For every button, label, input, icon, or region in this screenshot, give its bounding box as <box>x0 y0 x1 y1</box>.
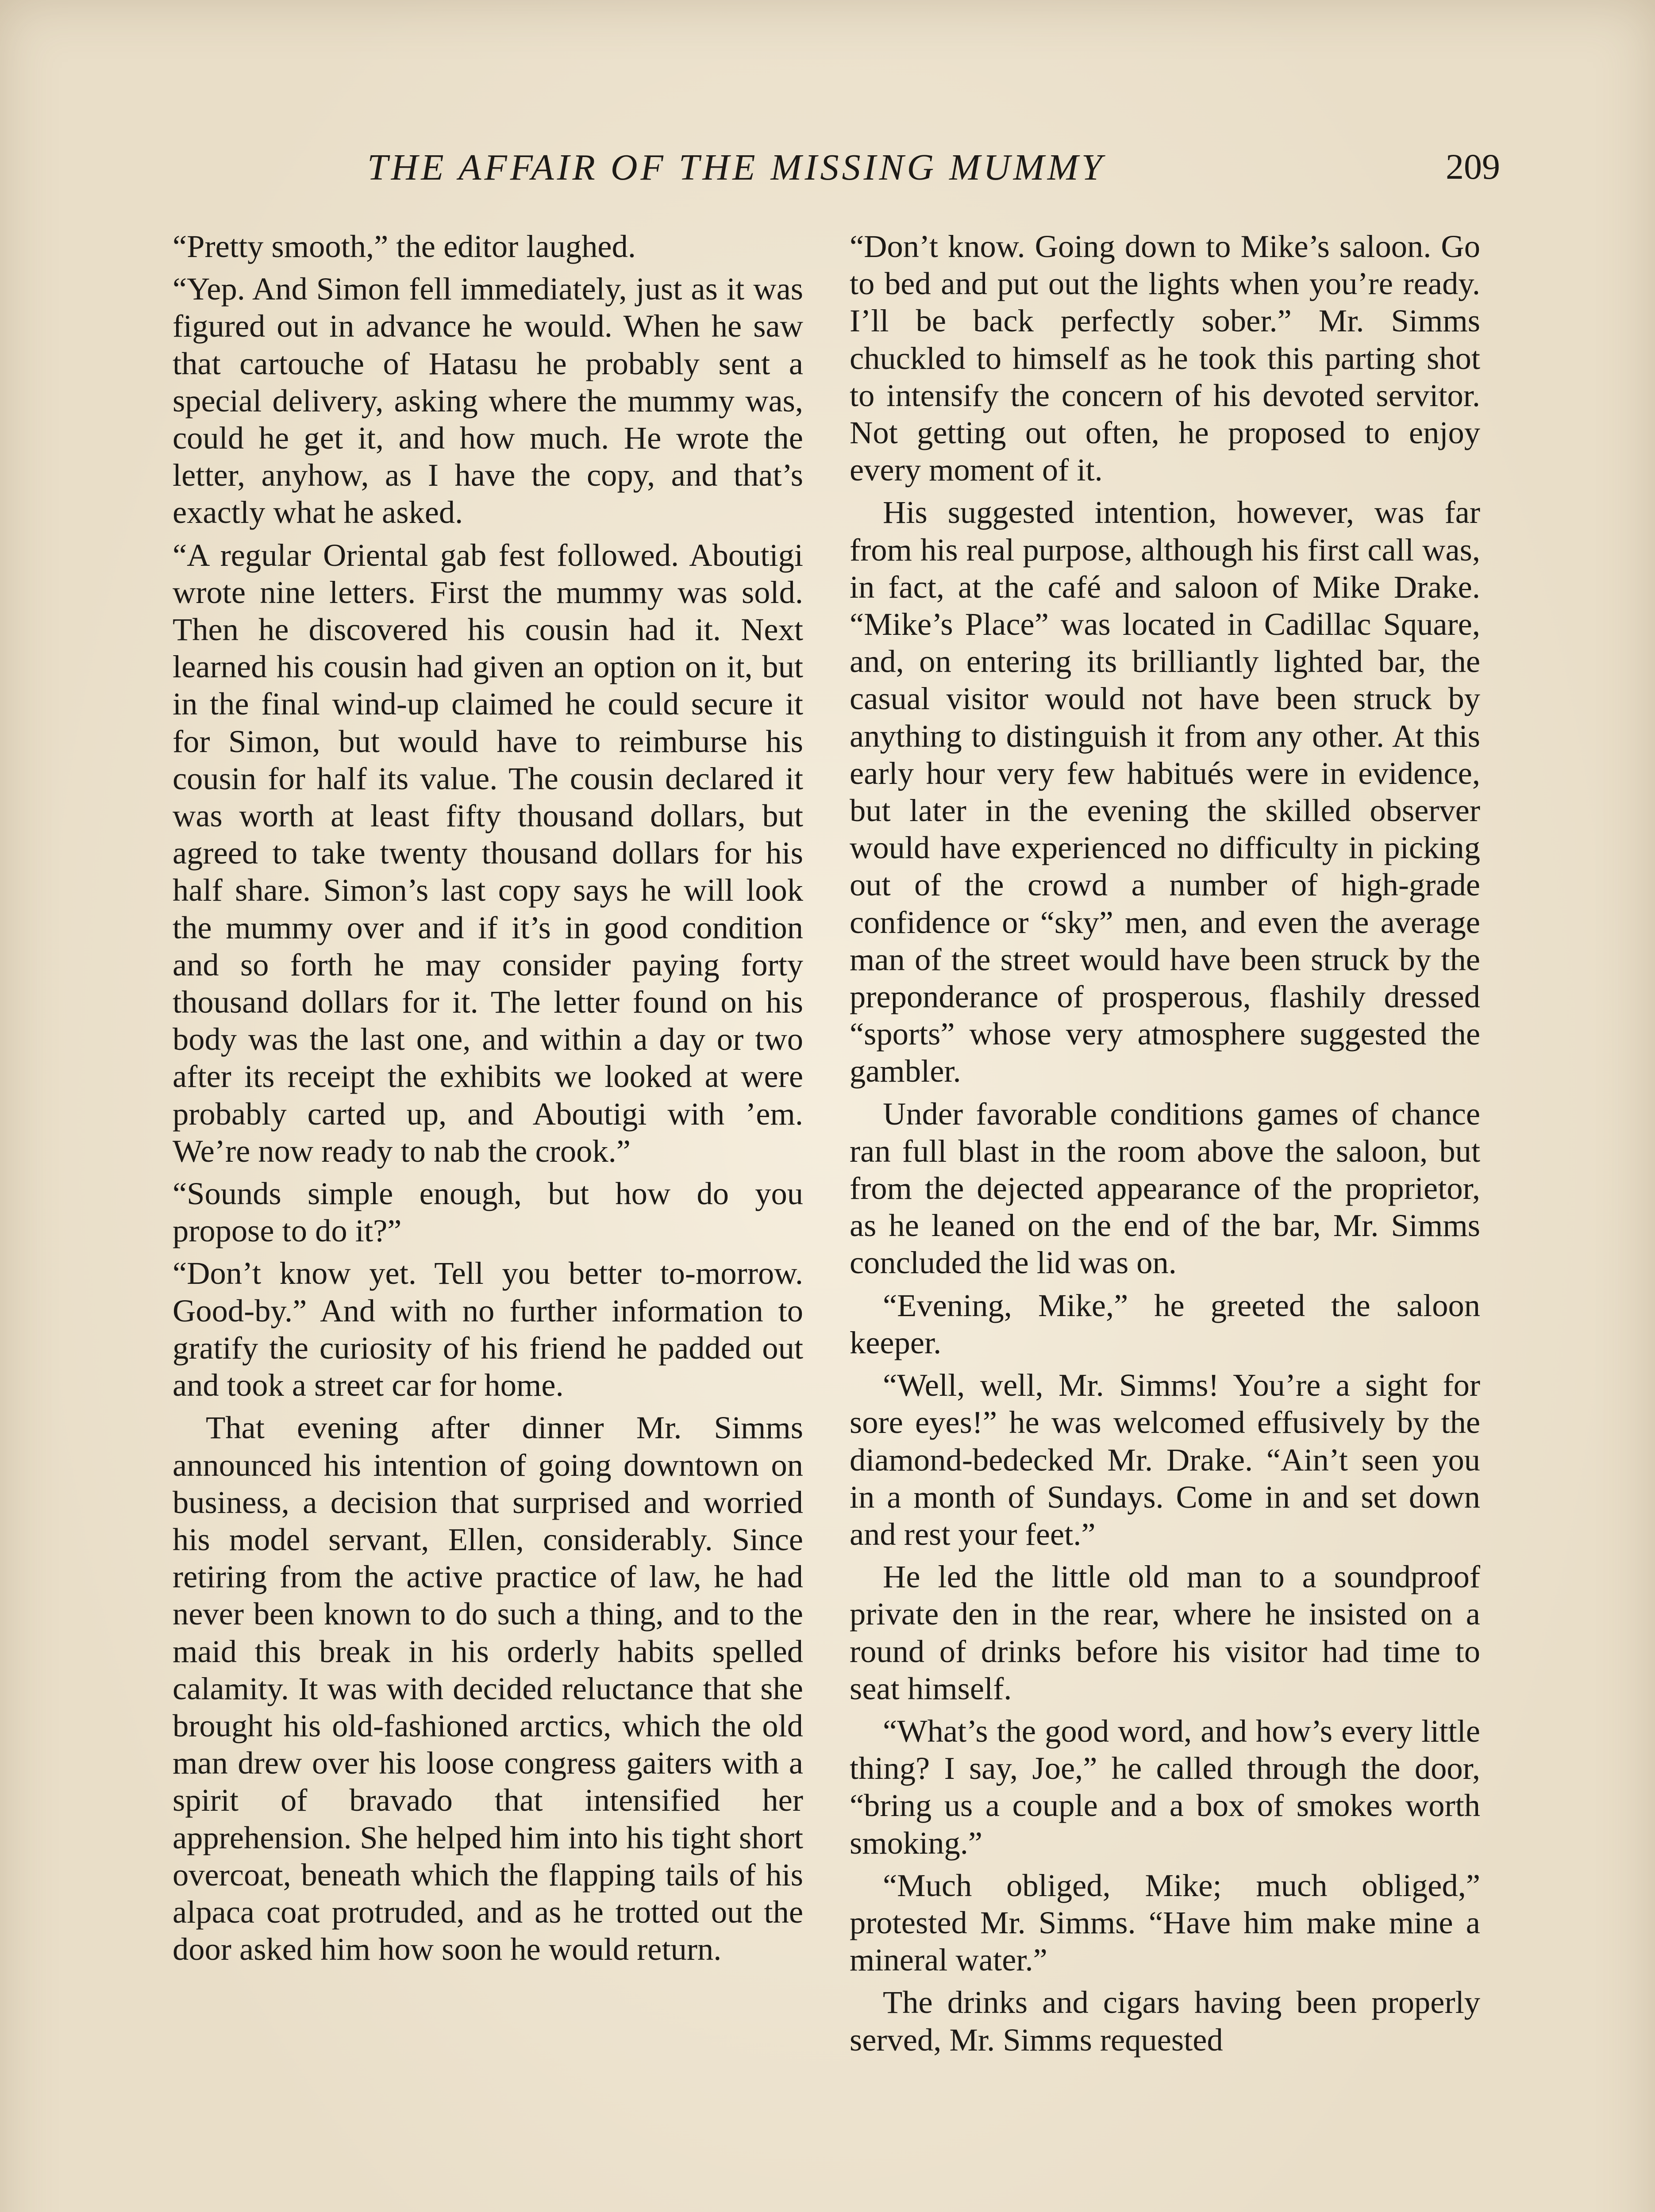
page-number: 209 <box>1446 146 1500 187</box>
paragraph: “Well, well, Mr. Simms! You’re a sight for sore eyes!” he was welcomed effusively by the diamond-bedecked Mr. Drake. “Ain’t seen you in a month of Sundays. Come in and set down and rest your feet.” <box>850 1367 1480 1552</box>
paragraph: “What’s the good word, and how’s every little thing? I say, Joe,” he called through the door, “bring us a couple and a box of smokes worth smoking.” <box>850 1713 1480 1861</box>
paragraph: “Don’t know. Going down to Mike’s saloon. Go to bed and put out the lights when you’re ready. I’ll be back perfectly sober.” Mr. Simms chuckled to himself as he took this parting shot to intensify the concern of his devoted servitor. Not getting out often, he proposed to enjoy every moment of it. <box>850 228 1480 488</box>
paragraph: “Pretty smooth,” the editor laughed. <box>173 228 636 264</box>
paragraph: Under favorable conditions games of chance ran full blast in the room above the saloon, but from the dejected appearance of the proprietor, as he leaned on the end of the bar, Mr. Simms concluded the lid was on. <box>850 1095 1480 1281</box>
paragraph: His suggested intention, however, was far from his real purpose, although his first call was, in fact, at the café and saloon of Mike Drake. “Mike’s Place” was located in Cadillac Square, and, on entering its brilliantly lighted bar, the casual visitor would not have been struck by anything to distinguish it from any other. At this early hour very few habitués were in evidence, but later in the evening the skilled observer would have experienced no difficulty in picking out of the crowd a number of high-grade confidence or “sky” men, and even the average man of the street would have been struck by the preponderance of prosperous, flashily dressed “sports” whose very atmosphere suggested the gambler. <box>850 494 1480 1089</box>
paragraph: He led the little old man to a soundproof private den in the rear, where he insisted on a round of drinks before his visitor had time to seat himself. <box>850 1559 1480 1706</box>
right-column <box>850 228 1480 2212</box>
paragraph: “Sounds simple enough, but how do you propose to do it?” <box>173 1175 803 1249</box>
page-header <box>173 146 1500 199</box>
paragraph: “Evening, Mike,” he greeted the saloon keeper. <box>850 1287 1480 1360</box>
left-column <box>173 228 803 2212</box>
paragraph: That evening after dinner Mr. Simms announced his intention of going downtown on business, a decision that surprised and worried his model servant, Ellen, considerably. Since retiring from the active practice of law, he had never been known to do such a thing, and to the maid this break in his orderly habits spelled calamity. It was with decided reluctance that she brought his old-fashioned arctics, which the old man drew over his loose congress gaiters with a spirit of bravado that intensified her apprehension. She helped him into his tight short overcoat, beneath which the flapping tails of his alpaca coat protruded, and as he trotted out the door asked him how soon he would return. <box>173 1409 803 1967</box>
paragraph: “Don’t know yet. Tell you better to-morrow. Good-by.” And with no further information to gratify the curiosity of his friend he padded out and took a street car for home. <box>173 1255 803 1403</box>
paragraph: “Much obliged, Mike; much obliged,” protested Mr. Simms. “Have him make mine a mineral water.” <box>850 1867 1480 1978</box>
running-title: THE AFFAIR OF THE MISSING MUMMY <box>367 147 1105 188</box>
paragraph: “A regular Oriental gab fest followed. Aboutigi wrote nine letters. First the mummy was sold. Then he discovered his cousin had it. Next learned his cousin had given an option on it, but in the final wind-up claimed he could secure it for Simon, but would have to reimburse his cousin for half its value. The cousin declared it was worth at least fifty thousand dollars, but agreed to take twenty thousand dollars for his half share. Simon’s last copy says he will look the mummy over and if it’s in good condition and so forth he may consider paying forty thousand dollars for it. The letter found on his body was the last one, and within a day or two after its receipt the exhibits we looked at were probably carted up, and Aboutigi with ’em. We’re now ready to nab the crook.” <box>173 537 803 1169</box>
paragraph: “Yep. And Simon fell immediately, just as it was figured out in advance he would. When he saw that cartouche of Hatasu he probably sent a special delivery, asking where the mummy was, could he get it, and how much. He wrote the letter, anyhow, as I have the copy, and that’s exactly what he asked. <box>173 271 803 530</box>
paragraph: The drinks and cigars having been properly served, Mr. Simms requested <box>850 1984 1480 2058</box>
